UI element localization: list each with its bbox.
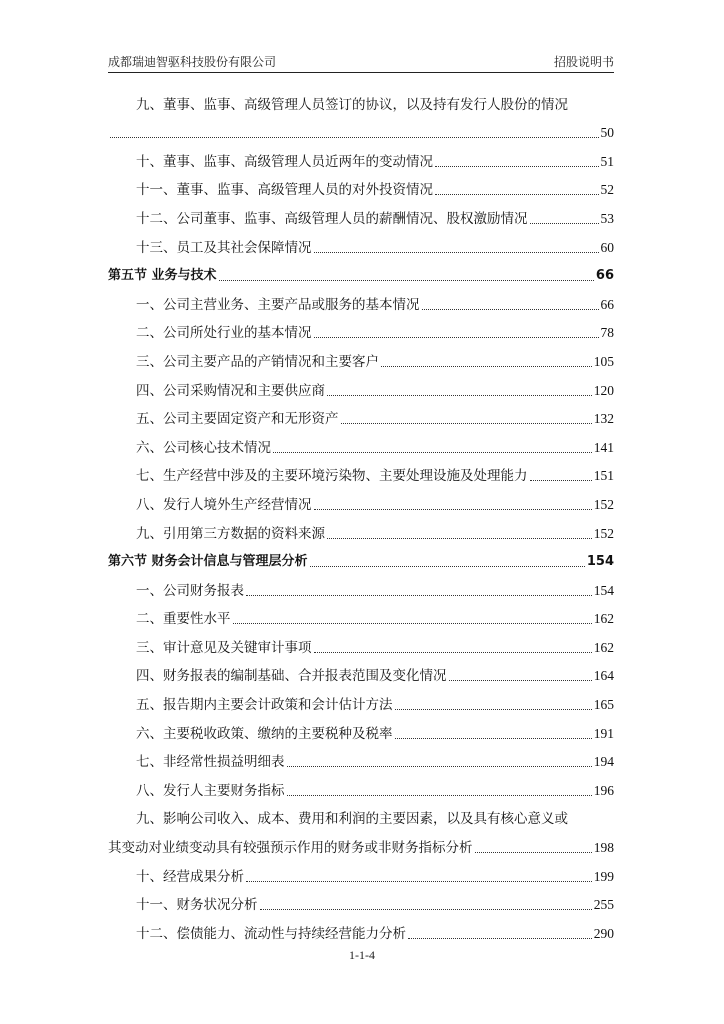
toc-entry-page: 199: [593, 868, 614, 884]
toc-leader-dots: [219, 280, 594, 281]
toc-entry-title: 第六节 财务会计信息与管理层分析: [108, 554, 308, 570]
toc-leader-dots: [314, 509, 592, 510]
toc-entry-title: 二、重要性水平: [136, 611, 231, 628]
toc-leader-dots: [327, 395, 592, 396]
toc-entry[interactable]: [108, 685, 614, 714]
toc-leader-dots: [287, 795, 592, 796]
toc-entry-title: 三、审计意见及关键审计事项: [136, 639, 312, 656]
toc-entry[interactable]: [108, 485, 614, 514]
toc-entry-page: 154: [586, 554, 614, 570]
toc-leader-dots: [314, 337, 599, 338]
toc-entry-title: 九、引用第三方数据的资料来源: [136, 525, 325, 542]
toc-entry-page: 52: [600, 182, 614, 198]
toc-entry-page: 162: [593, 611, 614, 627]
toc-entry[interactable]: [108, 800, 614, 829]
toc-entry[interactable]: [108, 400, 614, 429]
toc-entry-title: 五、公司主要固定资产和无形资产: [136, 411, 339, 428]
toc-leader-dots: [273, 452, 592, 453]
toc-entry-title: 二、公司所处行业的基本情况: [136, 325, 312, 342]
toc-entry-page: 105: [593, 353, 614, 369]
toc-entry[interactable]: [108, 314, 614, 343]
toc-entry[interactable]: [108, 600, 614, 629]
toc-entry-title: 十三、员工及其社会保障情况: [136, 239, 312, 256]
toc-leader-dots: [422, 309, 599, 310]
toc-entry[interactable]: [108, 514, 614, 543]
toc-leader-dots: [435, 194, 599, 195]
toc-entry-title: 三、公司主要产品的产销情况和主要客户: [136, 353, 379, 370]
toc-entry-page: 132: [593, 411, 614, 427]
toc-entry-page: 152: [593, 496, 614, 512]
toc-entry[interactable]: [108, 228, 614, 257]
toc-leader-dots: [327, 538, 592, 539]
toc-entry[interactable]: [108, 199, 614, 228]
toc-entry[interactable]: [108, 457, 614, 486]
toc-entry[interactable]: [108, 142, 614, 171]
toc-entry-page: 162: [593, 639, 614, 655]
toc-entry[interactable]: [108, 428, 614, 457]
company-name: 成都瑞迪智驱科技股份有限公司: [108, 55, 277, 69]
toc-entry-page: 194: [593, 754, 614, 770]
toc-leader-dots: [310, 566, 585, 567]
toc-leader-dots: [475, 852, 592, 853]
toc-entry-page: 51: [600, 153, 614, 169]
toc-entry-page: 290: [593, 925, 614, 941]
toc-leader-dots: [110, 137, 599, 138]
toc-entry-title: 一、公司主营业务、主要产品或服务的基本情况: [136, 296, 420, 313]
toc-entry[interactable]: [108, 371, 614, 400]
toc-leader-dots: [314, 252, 599, 253]
toc-entry-page: 66: [595, 268, 614, 284]
toc-leader-dots: [246, 881, 592, 882]
toc-entry-page: 66: [600, 296, 614, 312]
toc-entry-page: 164: [593, 668, 614, 684]
toc-entry-title: 第五节 业务与技术: [108, 268, 217, 284]
toc-entry-title: 四、公司采购情况和主要供应商: [136, 382, 325, 399]
toc-leader-dots: [435, 166, 599, 167]
toc-entry-page: 255: [593, 897, 614, 913]
toc-leader-dots: [530, 223, 599, 224]
toc-entry-page: 60: [600, 239, 614, 255]
page-number: 1-1-4: [349, 948, 375, 962]
page-header: [108, 50, 614, 70]
toc-entry[interactable]: [108, 828, 614, 857]
toc-entry[interactable]: [108, 657, 614, 686]
toc-leader-dots: [314, 652, 592, 653]
toc-entry-page: 141: [593, 439, 614, 455]
toc-section-entry[interactable]: [108, 543, 614, 572]
toc-entry[interactable]: [108, 571, 614, 600]
toc-entry-title: 七、非经常性损益明细表: [136, 754, 285, 771]
toc-entry-page: 50: [600, 125, 614, 141]
toc-leader-dots: [233, 623, 592, 624]
toc-leader-dots: [395, 709, 592, 710]
table-of-contents: [108, 85, 614, 943]
toc-entry[interactable]: [108, 628, 614, 657]
toc-entry-title: 八、发行人境外生产经营情况: [136, 496, 312, 513]
toc-entry-page: 191: [593, 725, 614, 741]
toc-entry[interactable]: [108, 171, 614, 200]
toc-leader-dots: [341, 423, 592, 424]
toc-leader-dots: [260, 909, 592, 910]
toc-entry-title: 一、公司财务报表: [136, 582, 244, 599]
toc-entry-title: 九、董事、监事、高级管理人员签订的协议，以及持有发行人股份的情况: [136, 96, 568, 113]
toc-entry-page: 165: [593, 697, 614, 713]
toc-entry[interactable]: [108, 771, 614, 800]
toc-entry-title: 八、发行人主要财务指标: [136, 782, 285, 799]
toc-leader-dots: [530, 480, 592, 481]
toc-entry[interactable]: [108, 342, 614, 371]
toc-entry[interactable]: [108, 85, 614, 114]
toc-entry[interactable]: [108, 857, 614, 886]
toc-leader-dots: [287, 766, 592, 767]
toc-entry[interactable]: [108, 743, 614, 772]
header-divider: [108, 72, 614, 73]
toc-entry[interactable]: [108, 285, 614, 314]
toc-entry-title: 五、报告期内主要会计政策和会计估计方法: [136, 697, 393, 714]
toc-entry-title: 十二、偿债能力、流动性与持续经营能力分析: [136, 925, 406, 942]
toc-leader-dots: [395, 738, 592, 739]
toc-entry-title: 十二、公司董事、监事、高级管理人员的薪酬情况、股权激励情况: [136, 210, 528, 227]
toc-entry-title: 十一、财务状况分析: [136, 897, 258, 914]
toc-entry[interactable]: [108, 714, 614, 743]
toc-leader-dots: [449, 680, 592, 681]
document-type: 招股说明书: [553, 55, 614, 69]
toc-leader-dots: [381, 366, 592, 367]
toc-entry-page: 151: [593, 468, 614, 484]
toc-entry-page: 196: [593, 782, 614, 798]
toc-entry-page: 120: [593, 382, 614, 398]
toc-entry-title: 四、财务报表的编制基础、合并报表范围及变化情况: [136, 668, 447, 685]
toc-leader-dots: [408, 938, 592, 939]
toc-entry[interactable]: [108, 114, 614, 143]
toc-section-entry[interactable]: [108, 257, 614, 286]
toc-entry-title: 七、生产经营中涉及的主要环境污染物、主要处理设施及处理能力: [136, 468, 528, 485]
toc-entry-title: 六、公司核心技术情况: [136, 439, 271, 456]
toc-entry-page: 78: [600, 325, 614, 341]
toc-leader-dots: [246, 595, 592, 596]
toc-entry-page: 152: [593, 525, 614, 541]
toc-entry-title: 十、董事、监事、高级管理人员近两年的变动情况: [136, 153, 433, 170]
toc-entry-title: 六、主要税收政策、缴纳的主要税种及税率: [136, 725, 393, 742]
toc-entry-title: 九、影响公司收入、成本、费用和利润的主要因素，以及具有核心意义或: [136, 811, 568, 828]
toc-entry-title: 十一、董事、监事、高级管理人员的对外投资情况: [136, 182, 433, 199]
toc-entry-page: 53: [600, 210, 614, 226]
toc-entry-title: 其变动对业绩变动具有较强预示作用的财务或非财务指标分析: [108, 840, 473, 857]
toc-entry[interactable]: [108, 886, 614, 915]
toc-entry-page: 198: [593, 840, 614, 856]
toc-entry[interactable]: [108, 914, 614, 943]
toc-entry-page: 154: [593, 582, 614, 598]
toc-entry-title: 十、经营成果分析: [136, 868, 244, 885]
